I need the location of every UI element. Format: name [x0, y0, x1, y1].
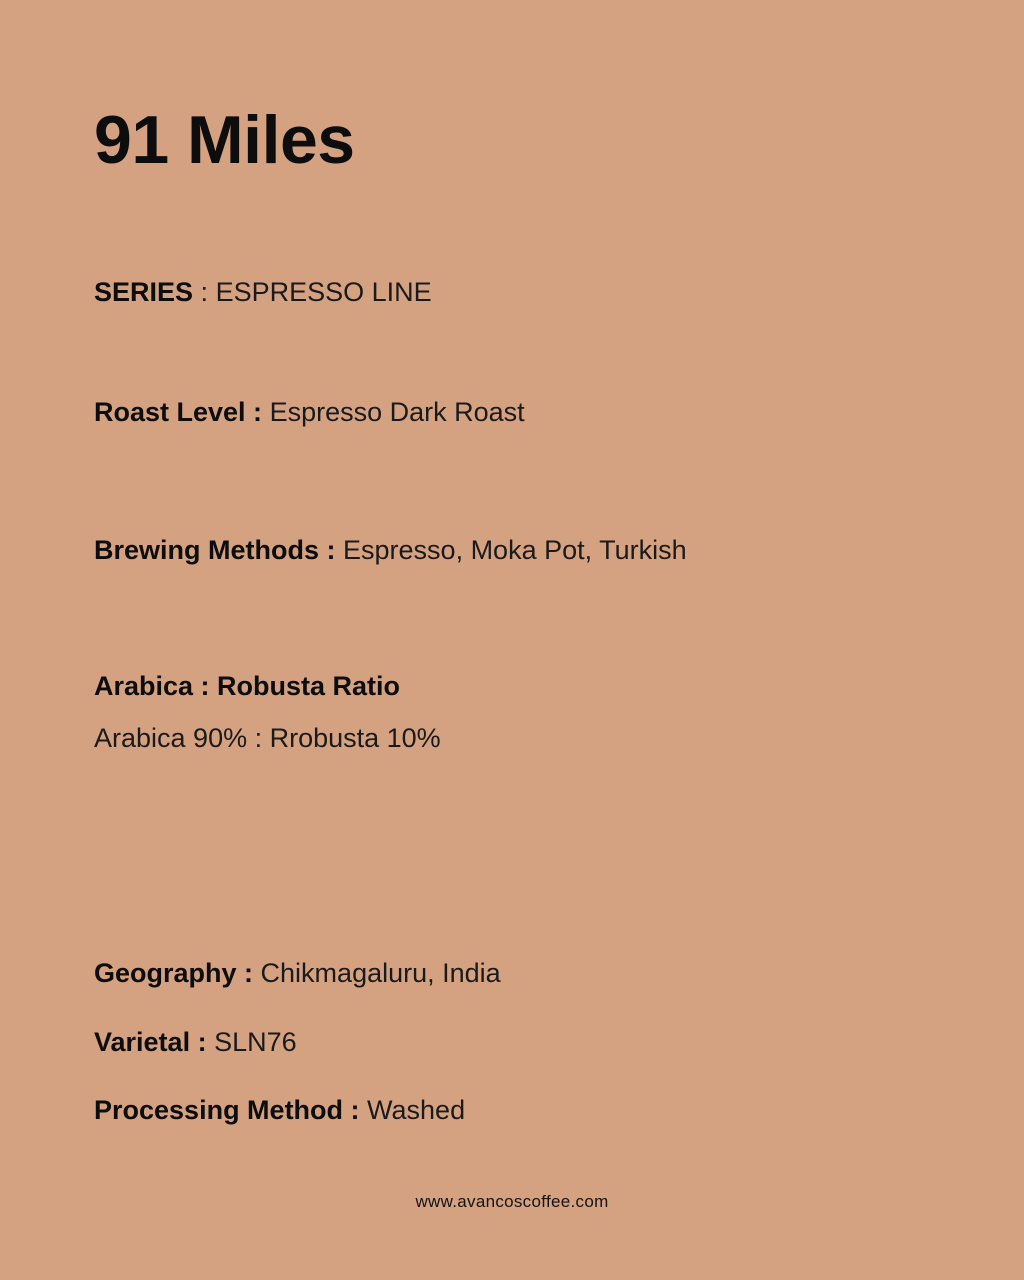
spec-varietal — [94, 1026, 297, 1060]
spec-series-label: SERIES — [94, 277, 194, 307]
spec-roast-level-label: Roast Level : — [94, 397, 263, 427]
spec-geography — [94, 957, 501, 991]
spec-ratio-value: Arabica 90% : Rrobusta 10% — [94, 723, 441, 753]
page-title: 91 Miles — [94, 102, 355, 178]
spec-brewing-methods-label: Brewing Methods : — [94, 535, 336, 565]
spec-brewing-methods — [94, 534, 687, 568]
spec-ratio-heading — [94, 670, 400, 704]
spec-varietal-value: SLN76 — [214, 1027, 297, 1057]
spec-roast-level-value: Espresso Dark Roast — [269, 397, 525, 427]
spec-series-value: ESPRESSO LINE — [215, 277, 432, 307]
spec-ratio-detail — [94, 722, 441, 756]
spec-series-separator: : — [193, 277, 216, 307]
spec-processing-method — [94, 1094, 465, 1128]
spec-roast-level — [94, 396, 525, 430]
spec-brewing-methods-value: Espresso, Moka Pot, Turkish — [343, 535, 687, 565]
spec-processing-method-label: Processing Method : — [94, 1095, 360, 1125]
spec-series — [94, 276, 432, 310]
spec-geography-label: Geography : — [94, 958, 254, 988]
spec-processing-method-value: Washed — [367, 1095, 466, 1125]
website-url[interactable]: www.avancoscoffee.com — [415, 1192, 609, 1211]
spec-varietal-label: Varietal : — [94, 1027, 207, 1057]
spec-geography-value: Chikmagaluru, India — [260, 958, 501, 988]
spec-ratio-label: Arabica : Robusta Ratio — [94, 671, 401, 701]
